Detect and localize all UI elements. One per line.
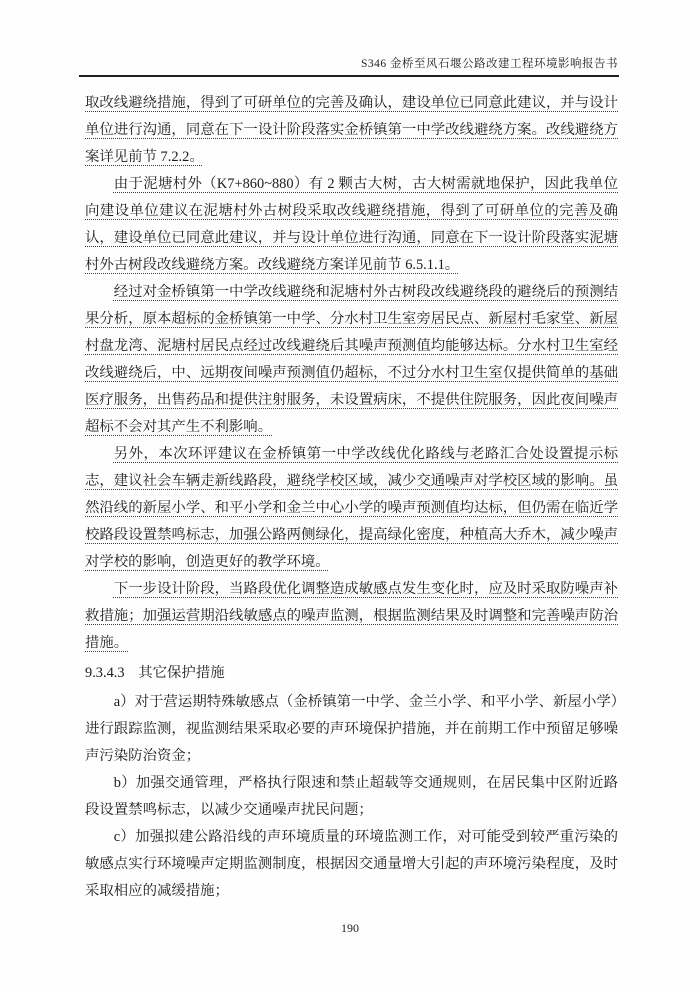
document-body: [85, 90, 618, 905]
section-number: 9.3.4.3: [85, 665, 125, 681]
page-footer: [0, 921, 700, 936]
paragraph-7-item-b: b）加强交通管理，严格执行限速和禁止超载等交通规则，在居民集中区附近路段设置禁鸣标志，以减少交通噪声扰民问题；: [85, 775, 618, 818]
paragraph-6-item-a: a）对于营运期特殊敏感点（金桥镇第一中学、金兰小学、和平小学、新屋小学）进行跟踪监测，视监测结果采取必要的声环境保护措施，并在前期工作中预留足够噪声污染防治资金；: [85, 694, 618, 764]
paragraph-2: 由于泥塘村外（K7+860~880）有 2 颗古大树，古大树需就地保护，因此我单位向建设单位建议在泥塘村外古树段采取改线避绕措施，得到了可研单位的完善及确认，建设单位已同意此建议，并与设计单位进行沟通，同意在下一设计阶段落实泥塘村外古树段改线避绕方案。改线避绕方案详见前节 6.5.1.1。: [85, 176, 618, 273]
paragraph-8-item-c: c）加强拟建公路沿线的声环境质量的环境监测工作，对可能受到较严重污染的敏感点实行环境噪声定期监测制度，根据因交通量增大引起的声环境污染程度，及时采取相应的减缓措施；: [85, 829, 618, 899]
paragraph-4: 另外，本次环评建议在金桥镇第一中学改线优化路线与老路汇合处设置提示标志，建议社会车辆走新线路段，避绕学校区域，减少交通噪声对学校区域的影响。虽然沿线的新屋小学、和平小学和金兰中心小学的噪声预测值均达标，但仍需在临近学校路段设置禁鸣标志，加强公路两侧绿化，提高绿化密度，种植高大乔木，减少噪声对学校的影响，创造更好的教学环境。: [85, 446, 618, 570]
paragraph-1: 取改线避绕措施，得到了可研单位的完善及确认，建设单位已同意此建议，并与设计单位进行沟通，同意在下一设计阶段落实金桥镇第一中学改线避绕方案。改线避绕方案详见前节 7.2.2。: [85, 95, 618, 165]
page-number: 190: [341, 921, 359, 935]
header-rule: [79, 75, 619, 77]
paragraph-3: 经过对金桥镇第一中学改线避绕和泥塘村外古树段改线避绕段的避绕后的预测结果分析，原本超标的金桥镇第一中学、分水村卫生室旁居民点、新屋村毛家堂、新屋村盘龙湾、泥塘村居民点经过改线避绕后其噪声预测值均能够达标。分水村卫生室经改线避绕后，中、远期夜间噪声预测值仍超标，不过分水村卫生室仅提供简单的基础医疗服务，出售药品和提供注射服务，未设置病床，不提供住院服务，因此夜间噪声超标不会对其产生不利影响。: [85, 284, 618, 435]
paragraph-5: 下一步设计阶段，当路段优化调整造成敏感点发生变化时，应及时采取防噪声补救措施；加强运营期沿线敏感点的噪声监测，根据监测结果及时调整和完善噪声防治措施。: [85, 581, 618, 651]
header-title: S346 金桥至风石堰公路改建工程环境影响报告书: [360, 58, 618, 70]
section-title: 其它保护措施: [138, 665, 225, 681]
section-heading: [85, 660, 618, 687]
